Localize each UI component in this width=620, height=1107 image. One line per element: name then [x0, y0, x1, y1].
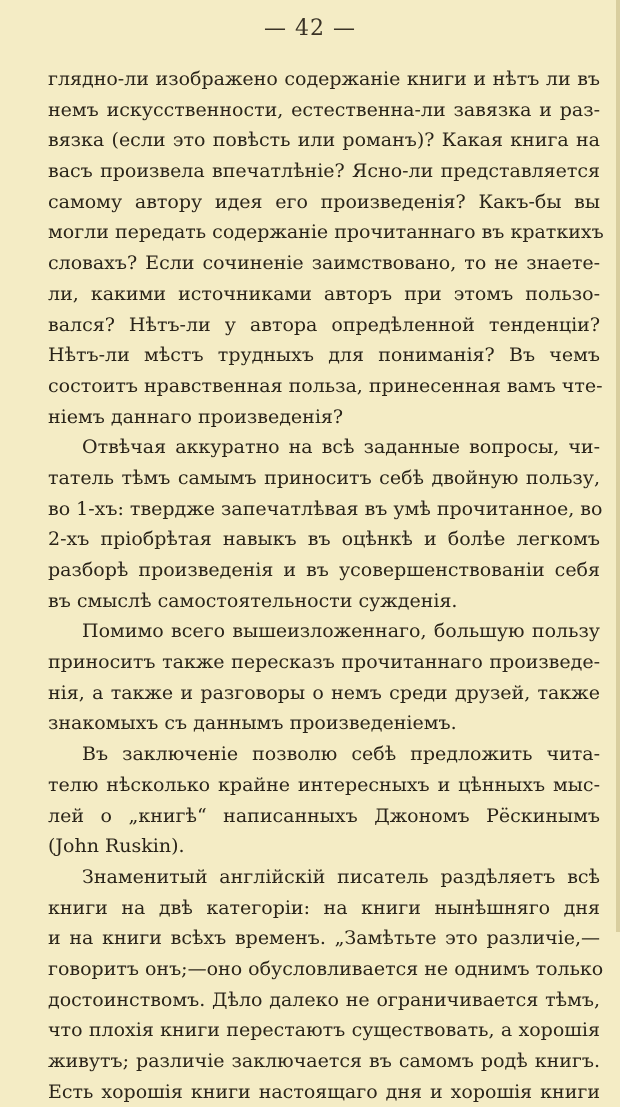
text-line: разборѣ произведенія и въ усовершенствованіи себя [48, 559, 600, 581]
text-line: вался? Нѣтъ-ли у автора опредѣленной тенденціи? [48, 313, 600, 336]
text-line: ніемъ даннаго произведенія? [48, 405, 344, 428]
text-line: лей о „книгѣ“ написанныхъ Джономъ Рёскинымъ [48, 804, 600, 827]
text-line: Отвѣчая аккуратно на всѣ заданные вопросы, чи- [82, 436, 600, 459]
text-line: могли передать содержаніе прочитаннаго въ краткихъ [48, 221, 604, 244]
text-line: живутъ; различіе заключается въ самомъ родѣ книгъ. [48, 1050, 600, 1072]
text-line: словахъ? Если сочиненіе заимствовано, то не знаете- [48, 252, 600, 275]
text-line: телю нѣсколько крайне интересныхъ и цѣнныхъ мыс- [48, 773, 600, 796]
text-line: что плохія книги перестаютъ существовать, а хорошія [48, 1019, 600, 1042]
text-line: книги на двѣ категоріи: на книги нынѣшняго дня [48, 896, 600, 919]
text-line: нія, а также и разговоры о немъ среди друзей, также [48, 681, 600, 704]
page-number: — 42 — [264, 16, 356, 41]
text-line: ли, какими источниками авторъ при этомъ пользо- [48, 282, 600, 305]
body-text [48, 64, 604, 1107]
text-line: Помимо всего вышеизложеннаго, большую пользу [82, 620, 600, 643]
text-line: Нѣтъ-ли мѣстъ трудныхъ для пониманія? Въ чемъ [48, 344, 600, 367]
text-line: и на книги всѣхъ временъ. „Замѣтьте это различіе,— [48, 927, 600, 950]
text-line: знакомыхъ съ даннымъ произведеніемъ. [48, 712, 457, 735]
text-line: Въ заключеніе позволю себѣ предложить чита- [82, 743, 600, 766]
text-line: вязка (если это повѣсть или романъ)? Какая книга на [48, 129, 600, 152]
text-line: Есть хорошія книги настоящаго дня и хорошія книги [48, 1080, 600, 1103]
text-line: въ смыслѣ самостоятельности сужденія. [48, 589, 458, 612]
text-line: 2-хъ пріобрѣтая навыкъ въ оцѣнкѣ и болѣе легкомъ [48, 528, 600, 551]
text-line: состоитъ нравственная польза, принесенная вамъ чте- [48, 374, 603, 397]
text-line: говоритъ онъ;—оно обусловливается не однимъ только [48, 957, 604, 980]
text-line: васъ произвела впечатлѣніе? Ясно-ли представляется [48, 160, 600, 183]
text-line: (John Ruskin). [48, 835, 185, 858]
text-line: во 1-хъ: твердже запечатлѣвая въ умѣ прочитанное, во [48, 497, 603, 520]
text-line: приноситъ также пересказъ прочитаннаго произведе- [48, 651, 600, 674]
text-line: татель тѣмъ самымъ приноситъ себѣ двойную пользу, [48, 466, 600, 489]
text-line: глядно-ли изображено содержаніе книги и нѣтъ ли въ [48, 68, 600, 90]
page-edge [616, 0, 620, 932]
text-line: самому автору идея его произведенія? Какъ-бы вы [48, 190, 600, 213]
text-line: достоинствомъ. Дѣло далеко не ограничивается тѣмъ, [48, 988, 600, 1011]
text-line: Знаменитый англійскій писатель раздѣляетъ всѣ [82, 865, 600, 888]
text-line: немъ искусственности, естественна-ли завязка и раз- [48, 98, 600, 121]
